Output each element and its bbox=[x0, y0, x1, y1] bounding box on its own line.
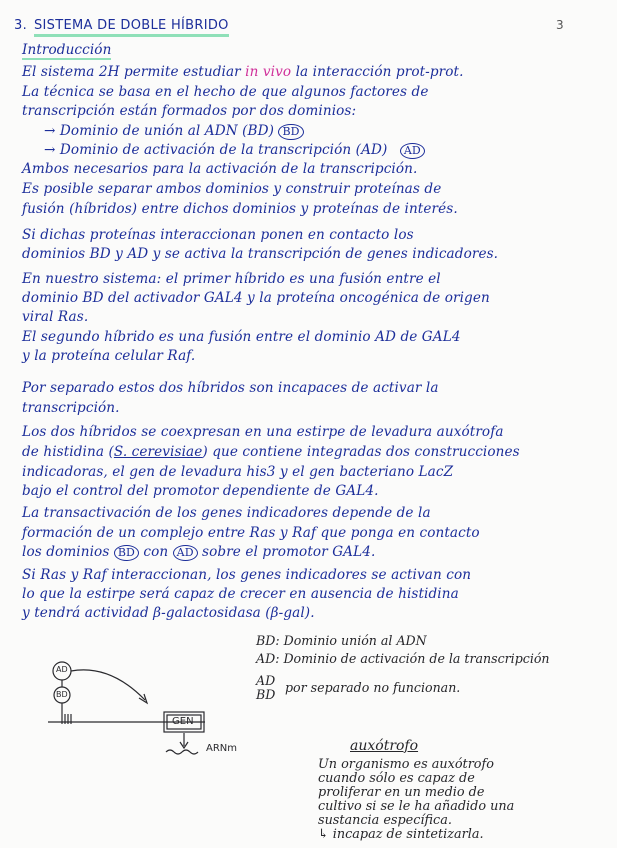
text-span: El sistema 2H permite estudiar bbox=[22, 64, 241, 80]
legend-ad: AD: Dominio de activación de la transcripción bbox=[256, 651, 550, 666]
text-line: Es posible separar ambos dominios y construir proteínas de bbox=[22, 181, 442, 197]
note-line: cuando sólo es capaz de bbox=[318, 771, 475, 786]
text-line: En nuestro sistema: el primer híbrido es una fusión entre el bbox=[22, 271, 441, 287]
bd-circle-label: BD bbox=[278, 124, 303, 140]
text-line: y tendrá actividad β-galactosidasa (β-gal). bbox=[22, 605, 315, 621]
text-line: lo que la estirpe será capaz de crecer en ausencia de histidina bbox=[22, 586, 459, 602]
note-body bbox=[318, 758, 514, 842]
text-span: los dominios bbox=[22, 544, 110, 560]
diagram-arn-label: ARNm bbox=[206, 743, 238, 754]
legend-sep-bd: BD bbox=[256, 687, 276, 702]
note-line: proliferar en un medio de bbox=[318, 785, 485, 800]
diagram-bd-label: BD bbox=[56, 690, 68, 699]
mrna-wave bbox=[166, 750, 198, 754]
species-name: S. cerevisiae bbox=[113, 444, 203, 460]
text-line: La técnica se basa en el hecho de que algunos factores de bbox=[22, 84, 429, 100]
bd-circle-label: BD bbox=[114, 545, 139, 561]
text-span: → Dominio de activación de la transcripción (AD) bbox=[44, 142, 388, 158]
text-span: ) que contiene integradas dos construcciones bbox=[202, 444, 520, 460]
ad-circle-label: AD bbox=[173, 545, 198, 561]
text-line: Si Ras y Raf interaccionan, los genes indicadores se activan con bbox=[22, 567, 472, 583]
text-line: Por separado estos dos híbridos son incapaces de activar la bbox=[22, 380, 439, 396]
text-line: La transactivación de los genes indicadores depende de la bbox=[22, 505, 431, 521]
text-line: dominios BD y AD y se activa la transcripción de genes indicadores. bbox=[22, 246, 499, 262]
note-line: ↳ incapaz de sintetizarla. bbox=[318, 827, 484, 842]
ad-circle-label: AD bbox=[400, 143, 425, 159]
text-span: de histidina ( bbox=[22, 444, 114, 460]
activation-arrow bbox=[71, 670, 145, 700]
text-line: transcripción. bbox=[22, 400, 120, 416]
text-line: viral Ras. bbox=[22, 309, 89, 325]
section-number: 3. bbox=[14, 18, 28, 33]
text-line: transcripción están formados por dos dominios: bbox=[22, 103, 357, 119]
note-title: auxótrofo bbox=[350, 738, 419, 754]
text-line: formación de un complejo entre Ras y Raf que ponga en contacto bbox=[22, 525, 480, 541]
legend-sep-text: por separado no funcionan. bbox=[285, 680, 461, 695]
intro-heading: Introducción bbox=[22, 42, 112, 58]
diagram-gen-label: GEN bbox=[172, 716, 194, 727]
text-line: Si dichas proteínas interaccionan ponen en contacto los bbox=[22, 227, 414, 243]
note-line: sustancia específica. bbox=[318, 813, 452, 828]
section-title: SISTEMA DE DOBLE HÍBRIDO bbox=[34, 18, 229, 37]
text-span: la interacción prot-prot. bbox=[295, 64, 464, 80]
note-line: cultivo si se le ha añadido una bbox=[318, 799, 515, 814]
text-line: El segundo híbrido es una fusión entre el dominio AD de GAL4 bbox=[22, 329, 461, 345]
note-line: Un organismo es auxótrofo bbox=[318, 757, 494, 772]
text-span: con bbox=[143, 544, 169, 560]
legend-sep-ad: AD bbox=[256, 673, 276, 688]
text-line: Los dos híbridos se coexpresan en una estirpe de levadura auxótrofa bbox=[22, 424, 504, 440]
diagram-ad-label: AD bbox=[56, 665, 68, 674]
text-line: indicadoras, el gen de levadura his3 y el gen bacteriano LacZ bbox=[22, 464, 454, 480]
highlight-in-vivo: in vivo bbox=[245, 64, 292, 80]
text-line: dominio BD del activador GAL4 y la proteína oncogénica de origen bbox=[22, 290, 490, 306]
page-mark: 3 bbox=[556, 18, 564, 32]
text-line: fusión (híbridos) entre dichos dominios y proteínas de interés. bbox=[22, 201, 458, 217]
legend-bd: BD: Dominio unión al ADN bbox=[256, 633, 427, 648]
text-line: Ambos necesarios para la activación de la transcripción. bbox=[22, 161, 418, 177]
text-line: y la proteína celular Raf. bbox=[22, 348, 196, 364]
text-span: → Dominio de unión al ADN (BD) bbox=[44, 123, 275, 139]
text-span: sobre el promotor GAL4. bbox=[202, 544, 376, 560]
text-line: bajo el control del promotor dependiente de GAL4. bbox=[22, 483, 379, 499]
